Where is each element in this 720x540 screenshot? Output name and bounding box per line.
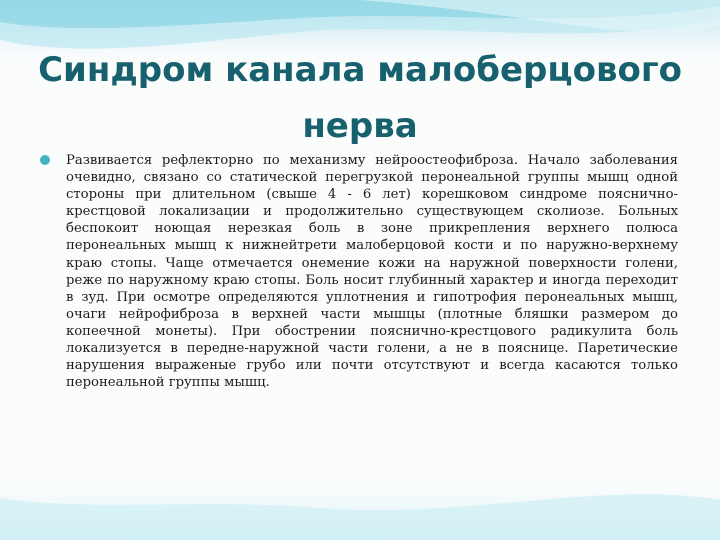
body-text: Развивается рефлекторно по механизму нейроостеофиброза. Начало заболевания очевидно, связано со статической перегрузкой перонеальной группы мышц одной стороны при длительном (свыше 4 - 6 лет) корешковом синдроме пояснично-крестцовой локализации и продолжительно существующем сколиозе. Больных беспокоит ноющая нерезкая боль в зоне прикрепления верхнего полюса перонеальных мышц к нижнейтрети малоберцовой кости и по наружно-верхнему краю стопы. Чаще отмечается онемение кожи на наружной поверхности голени, реже по наружному краю стопы. Боль носит глубинный характер и иногда переходит в зуд. При осмотре определяются уплотнения и гипотрофия перонеальных мышц, очаги нейрофиброза в верхней части мышцы (плотные бляшки размером до копеечной монеты). При обострении пояснично-крестцового радикулита боль локализуется в передне-наружной части голени, а не в пояснице. Паретические нарушения выраженые грубо или почти отсутствуют и всегда касаются только перонеальной группы мышц. — [66, 153, 678, 391]
bullet-icon — [40, 155, 50, 165]
content-list — [38, 152, 678, 391]
slide-title: Синдром канала малоберцового нерва — [38, 50, 682, 146]
list-item — [38, 152, 678, 391]
